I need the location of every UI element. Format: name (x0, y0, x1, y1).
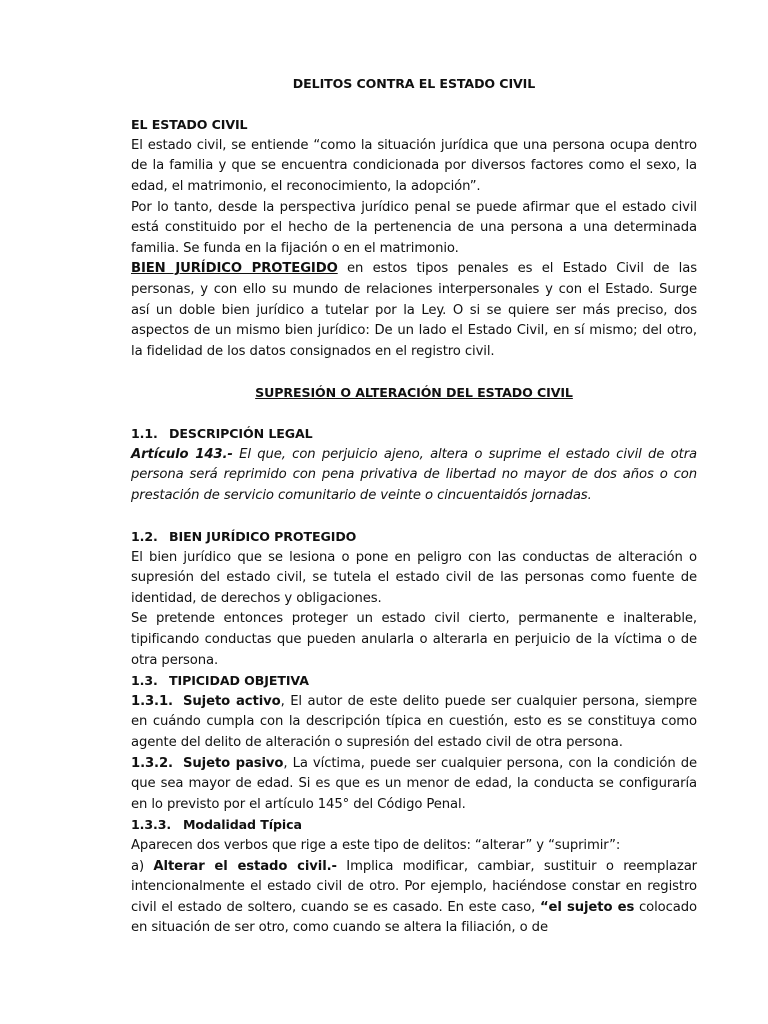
alterar-label: Alterar el estado civil.- (153, 858, 337, 874)
section-heading-text: DESCRIPCIÓN LEGAL (169, 426, 313, 442)
section-number: 1.2. (131, 529, 158, 545)
heading-bien-juridico (131, 527, 697, 548)
paragraph-bien-juridico (131, 259, 697, 362)
alterar-text: Implica modificar, cambiar, sustituir o reemplazar intencionalmente el estado civil de otro. Por ejemplo, haciéndose constar en registro civil el estado de soltero, cuando se es casado. En este caso, (131, 858, 697, 915)
document-title: DELITOS CONTRA EL ESTADO CIVIL (292, 76, 536, 91)
article-label: Artículo 143.- (131, 446, 233, 462)
paragraph-verbos: Aparecen dos verbos que rige a este tipo de delitos: “alterar” y “suprimir”: (131, 837, 621, 853)
paragraph-perspective: Por lo tanto, desde la perspectiva jurídico penal se puede afirmar que el estado civil está constituido por el hecho de la pertenencia de una persona a una determinada familia. Se funda en la fijación o en el matrimonio. (131, 199, 697, 256)
subsection-number: 1.3.1. (131, 693, 173, 709)
article-text: El que, con perjuicio ajeno, altera o suprime el estado civil de otra persona será reprimido con pena privativa de libertad no mayor de dos años o con prestación de servicio comunitario de veinte o cincuentaidós jornadas. (131, 446, 697, 503)
section-number: 1.1. (131, 426, 158, 442)
item-prefix: a) (131, 858, 154, 874)
section-subtitle: SUPRESIÓN O ALTERACIÓN DEL ESTADO CIVIL (255, 384, 573, 400)
paragraph-sujeto-pasivo (131, 754, 697, 816)
sujeto-activo-text: , El autor de este delito puede ser cualquier persona, siempre en cuándo cumpla con la descripción típica en cuestión, esto es se constituya como agente del delito de alteración o supresión del estado civil de otra persona. (131, 693, 697, 750)
bien-juridico-label: BIEN JURÍDICO PROTEGIDO (131, 261, 338, 277)
heading-tipicidad-objetiva (131, 671, 697, 692)
heading-estado-civil: EL ESTADO CIVIL (131, 117, 248, 133)
sujeto-activo-label: Sujeto activo (183, 693, 281, 709)
section-number: 1.3. (131, 673, 158, 689)
document-body (131, 74, 697, 939)
paragraph-sujeto-activo (131, 692, 697, 754)
heading-modalidad-tipica (131, 815, 697, 836)
bien-juridico-text: en estos tipos penales es el Estado Civil de las personas, y con ello su mundo de relaciones interpersonales y con el Estado. Surge así un doble bien jurídico a tutelar por la Ley. O si se quiere ser más preciso, dos aspectos de un mismo bien jurídico: De un lado el Estado Civil, en sí mismo; del otro, la fidelidad de los datos consignados en el registro civil. (131, 261, 698, 359)
paragraph-identidad: El bien jurídico que se lesiona o pone en peligro con las conductas de alteración o supresión del estado civil, se tutela el estado civil de las personas como fuente de identidad, de derechos y obligaciones. (131, 549, 697, 606)
alterar-quote: “el sujeto es (539, 899, 635, 915)
subsection-heading-text: Modalidad Típica (183, 817, 302, 833)
subsection-number: 1.3.2. (131, 755, 173, 771)
paragraph-alterar (131, 857, 697, 939)
heading-descripcion-legal (131, 424, 697, 445)
paragraph-definition: El estado civil, se entiende “como la situación jurídica que una persona ocupa dentro de la familia y que se encuentra condicionada por diversos factores como el sexo, la edad, el matrimonio, el reconocimiento, la adopción”. (131, 137, 697, 194)
subsection-number: 1.3.3. (131, 817, 172, 833)
paragraph-article-143 (131, 445, 697, 507)
paragraph-inalterable: Se pretende entonces proteger un estado civil cierto, permanente e inalterable, tipificando conductas que pueden anularla o alterarla en perjuicio de la víctima o de otra persona. (131, 611, 697, 668)
sujeto-pasivo-label: Sujeto pasivo (183, 755, 284, 771)
section-heading-text: BIEN JURÍDICO PROTEGIDO (169, 529, 357, 545)
alterar-tail: colocado en situación de ser otro, como cuando se altera la filiación, o de (131, 899, 697, 936)
section-heading-text: TIPICIDAD OBJETIVA (169, 673, 309, 689)
sujeto-pasivo-text: , La víctima, puede ser cualquier persona, con la condición de que sea mayor de edad. Si es que es un menor de edad, la conducta se configuraría en lo previsto por el artículo 145° del Código Penal. (131, 755, 697, 812)
